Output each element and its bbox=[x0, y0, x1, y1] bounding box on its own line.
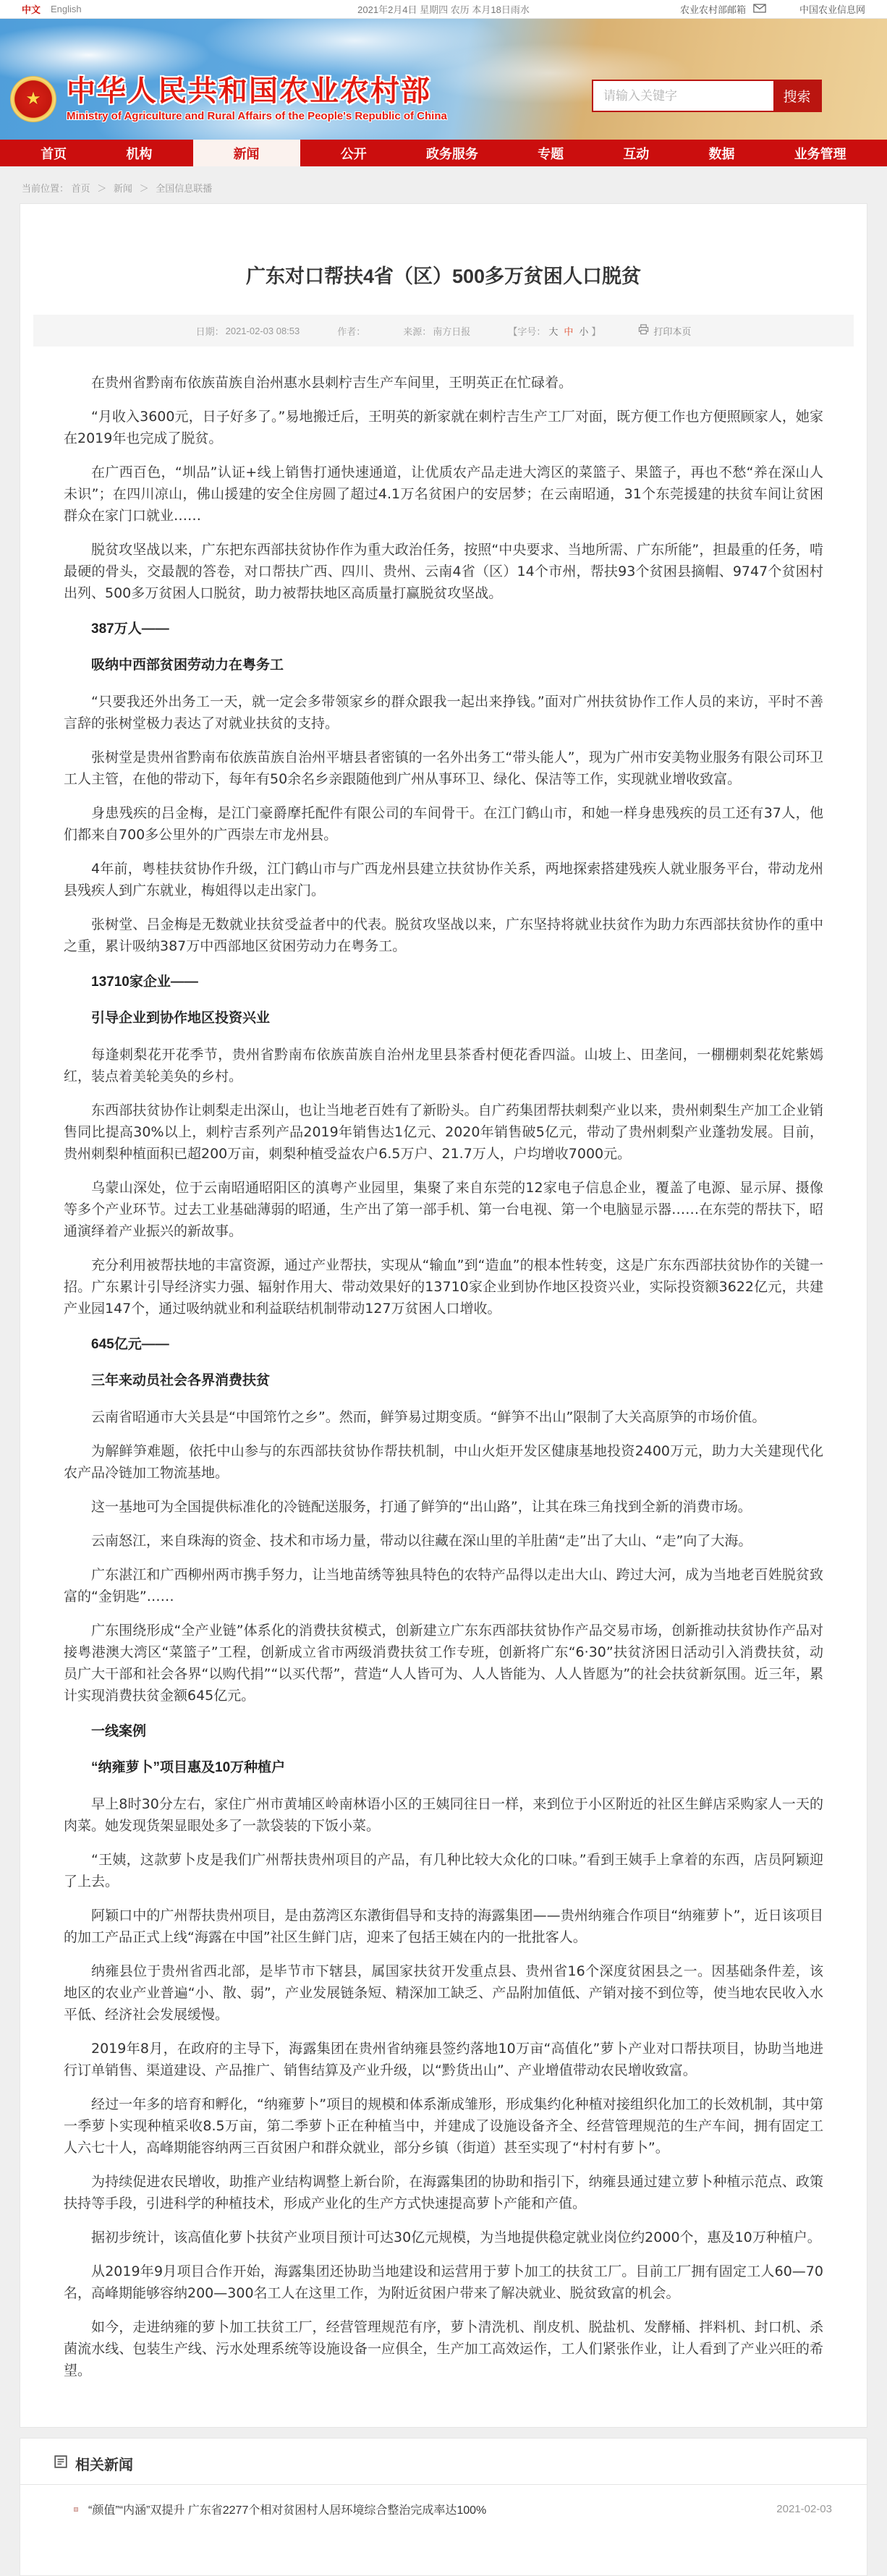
related-news-date: 2021-02-03 bbox=[776, 2503, 832, 2515]
article-title: 广东对口帮扶4省（区）500多万贫困人口脱贫 bbox=[245, 265, 642, 287]
article-paragraph: 阿颖口中的广州帮扶贵州项目，是由荔湾区东漖街倡导和支持的海露集团——贵州纳雍合作项目“纳雍萝卜”，近日该项目的加工产品正式上线“海露在中国”社区生鲜门店，迎来了包括王姨在内的一批批客人。 bbox=[64, 1908, 823, 1945]
envelope-icon[interactable] bbox=[753, 4, 766, 15]
date-lunar-info: 2021年2月4日 星期四 农历 本月18日雨水 bbox=[357, 4, 530, 15]
meta-date-label: 日期： bbox=[195, 326, 224, 337]
article-subheading: “纳雍萝卜”项目惠及10万种植户 bbox=[91, 1760, 286, 1775]
article-paragraph: 乌蒙山深处，位于云南昭通昭阳区的滇粤产业园里，集聚了来自东莞的12家电子信息企业，覆盖了电源、显示屏、摄像等多个产业环节。过去工业基础薄弱的昭通，生产出了第一部手机、第一台电视、第一个电脑显示器……在东莞的帮扶下，昭通演绎着产业振兴的新故事。 bbox=[64, 1180, 823, 1239]
bullet-icon bbox=[74, 2507, 78, 2512]
print-page-button[interactable] bbox=[638, 324, 691, 338]
fontsize-small-button[interactable]: 小 bbox=[579, 326, 589, 337]
article-paragraph: 云南省昭通市大关县是“中国筇竹之乡”。然而，鲜笋易过期变质。“鲜笋不出山”限制了大关高原笋的市场价值。 bbox=[91, 1409, 766, 1425]
nav-item-home[interactable]: 首页 bbox=[41, 146, 67, 161]
article-subheading: 387万人—— bbox=[91, 621, 169, 637]
article-paragraph: 广东围绕形成“全产业链”体系化的消费扶贫模式，创新建立广东东西部扶贫协作产品交易市场，创新推动扶贫协作产品对接粤港澳大湾区“菜篮子”工程，创新成立省市两级消费扶贫工作专班，创新将广东“6·30”扶贫济困日活动引入消费扶贫，动员广大干部和社会各界“以购代捐”“以买代帮”，营造“人人皆可为、人人皆能为、人人皆愿为”的社会扶贫新氛围。近三年，累计实现消费扶贫金额645亿元。 bbox=[64, 1623, 823, 1704]
star-icon: ★ bbox=[25, 88, 41, 109]
news-list-icon bbox=[54, 2454, 68, 2473]
article-subheading: 三年来动员社会各界消费扶贫 bbox=[91, 1373, 271, 1388]
related-news-list bbox=[20, 2485, 867, 2517]
article-paragraph: 据初步统计，该高值化萝卜扶贫产业项目预计可达30亿元规模，为当地提供稳定就业岗位约2000个，惠及10万种植户。 bbox=[91, 2229, 821, 2245]
nav-item-services[interactable]: 政务服务 bbox=[425, 146, 478, 161]
article-paragraph: 张树堂、吕金梅是无数就业扶贫受益者中的代表。脱贫攻坚战以来，广东坚持将就业扶贫作为助力东西部扶贫协作的重中之重，累计吸纳387万中西部地区贫困劳动力在粤务工。 bbox=[64, 917, 823, 954]
article-subheading: 13710家企业—— bbox=[91, 974, 198, 990]
article-paragraph: 如今，走进纳雍的萝卜加工扶贫工厂，经营管理规范有序，萝卜清洗机、削皮机、脱盐机、发酵桶、拌料机、封口机、杀菌流水线、包装生产线、污水处理系统等设施设备一应俱全，生产加工高效运作，工人们紧张作业，让人看到了产业兴旺的希望。 bbox=[64, 2319, 823, 2379]
article-subheading: 引导企业到协作地区投资兴业 bbox=[91, 1011, 271, 1026]
nav-item-interact[interactable]: 互动 bbox=[623, 146, 650, 161]
article-paragraph: 在广西百色，“圳品”认证+线上销售打通快速通道，让优质农产品走进大湾区的菜篮子、果篮子，再也不愁“养在深山人未识”；在四川凉山，佛山援建的安全住房圆了超过4.1万名贫困户的安居梦；在云南昭通，31个东莞援建的扶贫车间让贫困群众在家门口就业…… bbox=[64, 464, 823, 524]
print-page-label: 打印本页 bbox=[653, 326, 692, 337]
article-container bbox=[20, 203, 867, 2428]
article-paragraph: 为解鲜笋难题，依托中山参与的东西部扶贫协作帮扶机制，中山火炬开发区健康基地投资2400万元，助力大关建现代化农产品冷链加工物流基地。 bbox=[64, 1443, 823, 1481]
related-news-section bbox=[20, 2438, 867, 2576]
nav-item-news[interactable]: 新闻 bbox=[193, 140, 300, 166]
article-paragraph: 身患残疾的吕金梅，是江门豪爵摩托配件有限公司的车间骨干。在江门鹤山市，和她一样身患残疾的员工还有37人，他们都来自700多公里外的广西崇左市龙州县。 bbox=[64, 805, 823, 843]
meta-source-label: 来源： bbox=[403, 326, 432, 337]
article-paragraph: 云南怒江，来自珠海的资金、技术和市场力量，带动以往藏在深山里的羊肚菌“走”出了大山、“走”向了大海。 bbox=[91, 1533, 752, 1549]
article-paragraph: 每逢刺梨花开花季节，贵州省黔南布依族苗族自治州龙里县茶香村便花香四溢。山坡上、田垄间，一棚棚刺梨花姹紫嫣红，装点着美轮美奂的乡村。 bbox=[64, 1047, 823, 1084]
ministry-logo[interactable] bbox=[10, 75, 447, 122]
breadcrumb bbox=[0, 166, 887, 203]
fontsize-medium-button[interactable]: 中 bbox=[564, 326, 574, 337]
breadcrumb-separator: ＞ bbox=[97, 183, 107, 194]
article-subheading: 吸纳中西部贫困劳动力在粤务工 bbox=[91, 658, 284, 673]
article-paragraph: 这一基地可为全国提供标准化的冷链配送服务，打通了鲜笋的“出山路”，让其在珠三角找到全新的消费市场。 bbox=[91, 1499, 752, 1515]
breadcrumb-link-news[interactable]: 新闻 bbox=[113, 183, 132, 194]
article-paragraph: 从2019年9月项目合作开始，海露集团还协助当地建设和运营用于萝卜加工的扶贫工厂。目前工厂拥有固定工人60—70名，高峰期能够容纳200—300名工人在这里工作，为附近贫困户带来了解决就业、脱贫致富的机会。 bbox=[64, 2263, 823, 2301]
article-paragraph: “只要我还外出务工一天，就一定会多带领家乡的群众跟我一起出来挣钱。”面对广州扶贫协作工作人员的来访，平时不善言辞的张树堂极力表达了对就业扶贫的支持。 bbox=[64, 694, 823, 731]
article-paragraph: 纳雍县位于贵州省西北部，是毕节市下辖县，属国家扶贫开发重点县、贵州省16个深度贫困县之一。因基础条件差，该地区的农业产业普遍“小、散、弱”，产业发展链条短、精深加工缺乏、产品附加值低、产销对接不到位等，使当地农民收入水平低、经济社会发展缓慢。 bbox=[64, 1963, 823, 2023]
breadcrumb-link-feed[interactable]: 全国信息联播 bbox=[156, 183, 213, 194]
meta-author bbox=[337, 324, 365, 338]
meta-fontsize bbox=[508, 324, 600, 338]
related-news-header bbox=[20, 2439, 867, 2485]
article-paragraph: 东西部扶贫协作让刺梨走出深山，也让当地老百姓有了新盼头。自广药集团帮扶刺梨产业以来，贵州刺梨生产加工企业销售同比提高30%以上，刺柠吉系列产品2019年销售达1亿元、2020年销售破5亿元，带动了贵州刺梨产业蓬勃发展。目前，贵州刺梨种植面积已超200万亩，刺梨种植受益农户6.5万户、21.7万人，户均增收7000元。 bbox=[64, 1102, 823, 1162]
nav-item-topics[interactable]: 专题 bbox=[538, 146, 564, 161]
article-subheading: 一线案例 bbox=[91, 1724, 147, 1739]
article-paragraph: 2019年8月，在政府的主导下，海露集团在贵州省纳雍县签约落地10万亩“高值化”萝卜产业对口帮扶项目，协助当地进行订单销售、渠道建设、产品推广、销售结算及产业升级，以“黔货出山”、产业增值带动农民增收致富。 bbox=[64, 2041, 823, 2078]
meta-date-value: 2021-02-03 08:53 bbox=[225, 325, 300, 336]
breadcrumb-link-home[interactable]: 首页 bbox=[71, 183, 90, 194]
header-banner bbox=[0, 19, 887, 140]
article-paragraph: 在贵州省黔南布依族苗族自治州惠水县刺柠吉生产车间里，王明英正在忙碌着。 bbox=[91, 375, 573, 391]
nav-item-orgs[interactable]: 机构 bbox=[126, 146, 153, 161]
nav-item-data[interactable]: 数据 bbox=[708, 146, 735, 161]
article-paragraph: 经过一年多的培育和孵化，“纳雍萝卜”项目的规模和体系渐成雏形，形成集约化种植对接组织化加工的长效机制，其中第一季萝卜实现种植采收8.5万亩，第二季萝卜正在种植当中，并建成了设施设备齐全、经营管理规范的生产车间，拥有固定工人六七十人，高峰期能容纳两三百贫困户和群众就业，部分乡镇（街道）甚至实现了“村村有萝卜”。 bbox=[64, 2096, 823, 2156]
article-body bbox=[20, 347, 867, 2401]
ministry-title-en: Ministry of Agriculture and Rural Affairs of the People's Republic of China bbox=[67, 110, 447, 122]
agri-info-site-link[interactable]: 中国农业信息网 bbox=[799, 4, 865, 15]
printer-icon bbox=[638, 324, 649, 337]
breadcrumb-prefix: 当前位置： bbox=[22, 183, 69, 194]
article-meta-bar bbox=[33, 315, 854, 347]
related-news-link[interactable]: “颜值”“内涵”双提升 广东省2277个相对贫困村人居环境综合整治完成率达100% bbox=[88, 2504, 487, 2517]
ministry-mailbox-link[interactable]: 农业农村部邮箱 bbox=[679, 4, 746, 15]
related-news-item bbox=[20, 2485, 867, 2517]
site-search bbox=[592, 80, 822, 112]
article-paragraph: “月收入3600元，日子好多了。”易地搬迁后，王明英的新家就在刺柠吉生产工厂对面，既方便工作也方便照顾家人，她家在2019年也完成了脱贫。 bbox=[64, 409, 823, 446]
article-subheading: 645亿元—— bbox=[91, 1337, 169, 1352]
article-paragraph: 脱贫攻坚战以来，广东把东西部扶贫协作作为重大政治任务，按照“中央要求、当地所需、广东所能”，担最重的任务，啃最硬的骨头，交最靓的答卷，对口帮扶广西、四川、贵州、云南4省（区）14个市州，帮扶93个贫困县摘帽、9747个贫困村出列、500多万贫困人口脱贫，助力被帮扶地区高质量打赢脱贫攻坚战。 bbox=[64, 542, 823, 601]
search-button[interactable]: 搜索 bbox=[773, 81, 820, 111]
nav-item-open[interactable]: 公开 bbox=[340, 146, 367, 161]
ministry-title-cn: 中华人民共和国农业农村部 bbox=[67, 75, 431, 107]
breadcrumb-separator: ＞ bbox=[139, 183, 149, 194]
fontsize-large-button[interactable]: 大 bbox=[548, 326, 559, 337]
meta-author-label: 作者： bbox=[337, 326, 366, 337]
main-nav bbox=[0, 140, 887, 166]
article-paragraph: “王姨，这款萝卜皮是我们广州帮扶贵州项目的产品，有几种比较大众化的口味。”看到王姨手上拿着的东西，店员阿颖迎了上去。 bbox=[64, 1852, 823, 1890]
article-paragraph: 广东湛江和广西柳州两市携手努力，让当地苗绣等独具特色的农特产品得以走出大山、跨过大河，成为当地老百姓脱贫致富的“金钥匙”…… bbox=[64, 1567, 823, 1604]
fontsize-suffix: 】 bbox=[591, 326, 601, 337]
article-paragraph: 充分利用被帮扶地的丰富资源，通过产业帮扶，实现从“输血”到“造血”的根本性转变，这是广东东西部扶贫协作的关键一招。广东累计引导经济实力强、辐射作用大、带动效果好的13710家企业到协作地区投资兴业，实际投资额3622亿元，共建产业园147个，通过吸纳就业和利益联结机制带动127万贫困人口增收。 bbox=[64, 1257, 823, 1317]
nav-item-business[interactable]: 业务管理 bbox=[794, 146, 846, 161]
lang-switch-english[interactable]: English bbox=[51, 4, 82, 14]
lang-switch-chinese[interactable]: 中文 bbox=[22, 4, 41, 15]
article-paragraph: 早上8时30分左右，家住广州市黄埔区岭南林语小区的王姨同往日一样，来到位于小区附近的社区生鲜店采购家人一天的肉菜。她发现货架显眼处多了一款袋装的下饭小菜。 bbox=[64, 1796, 823, 1834]
meta-source bbox=[403, 324, 470, 338]
meta-source-value: 南方日报 bbox=[433, 326, 471, 337]
article-paragraph: 为持续促进农民增收，助推产业结构调整上新台阶，在海露集团的协助和指引下，纳雍县通过建立萝卜种植示范点、政策扶持等手段，引进科学的种植技术，形成产业化的生产方式快速提高萝卜产能和产值。 bbox=[64, 2174, 823, 2211]
article-paragraph: 张树堂是贵州省黔南布依族苗族自治州平塘县者密镇的一名外出务工“带头能人”，现为广州市安美物业服务有限公司环卫工人主管，在他的带动下，每年有50余名乡亲跟随他到广州从事环卫、绿化、保洁等工作，实现就业增收致富。 bbox=[64, 749, 823, 787]
fontsize-prefix: 【字号： bbox=[508, 326, 546, 337]
top-utility-bar bbox=[0, 0, 887, 19]
national-emblem-icon bbox=[10, 76, 56, 122]
article-paragraph: 4年前，粤桂扶贫协作升级，江门鹤山市与广西龙州县建立扶贫协作关系，两地探索搭建残疾人就业服务平台，带动龙州县残疾人到广东就业，梅姐得以走出家门。 bbox=[64, 861, 823, 898]
related-news-title: 相关新闻 bbox=[75, 2457, 133, 2473]
meta-date bbox=[196, 324, 300, 338]
search-input[interactable] bbox=[593, 81, 773, 111]
